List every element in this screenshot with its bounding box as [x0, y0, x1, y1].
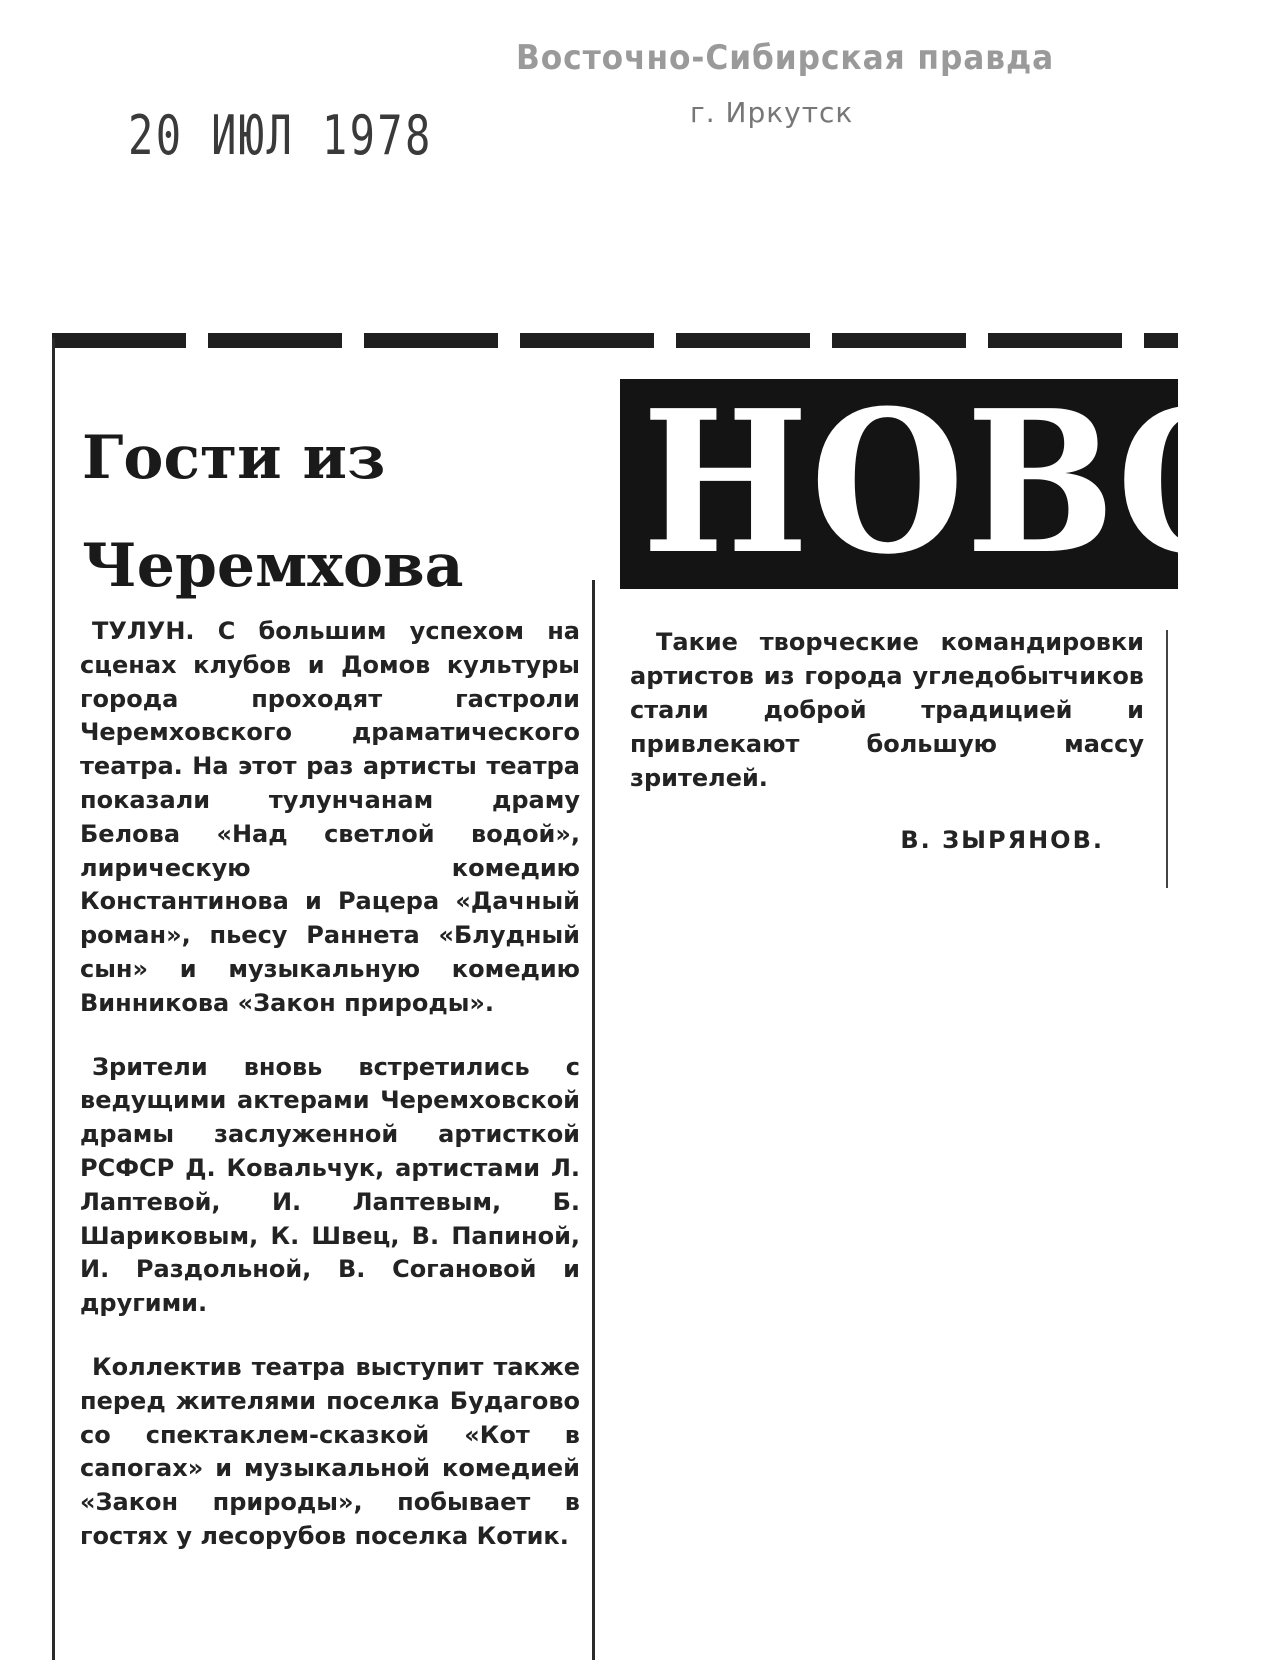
article-paragraph-1: ТУЛУН. С большим успехом на сценах клубов и Домов культуры города проходят гастроли Черемховского драматического театра. На этот раз артисты театра показали тулунчанам драму Белова «Над светлой водой», лирическую комедию Константинова и Рацера «Дачный роман», пьесу Раннета «Блудный сын» и музыкальную комедию Винникова «Закон природы».: [80, 617, 580, 1017]
city-stamp: г. Иркутск: [690, 96, 854, 129]
newspaper-stamp: Восточно-Сибирская правда: [516, 38, 1055, 78]
article-left-column: [80, 615, 580, 1584]
article-right-column: [630, 625, 1144, 857]
dashed-rule: [52, 333, 1178, 348]
article-headline: [82, 404, 582, 620]
article-paragraph-2: Зрители вновь встретились с ведущими актерами Черемховской драмы заслуженной артисткой РСФСР Д. Ковальчук, артистами Л. Лаптевой, И. Лаптевым, Б. Шариковым, К. Швец, В. Папиной, И. Раздольной, В. Согановой и другими.: [80, 1052, 580, 1318]
right-column-rule: [1166, 630, 1168, 888]
headline-line-1: Гости из: [82, 423, 386, 493]
article-byline: В. ЗЫРЯНОВ.: [900, 826, 1104, 854]
article-paragraph-3: Коллектив театра выступит также перед жителями поселка Будагово со спектаклем-сказкой «Кот в сапогах» и музыкальной комедией «Закон природы», побывает в гостях у лесорубов поселка Котик.: [80, 1352, 580, 1550]
middle-column-rule: [592, 580, 595, 1660]
headline-line-2: Черемхова: [82, 531, 464, 601]
banner-text: НОВО: [642, 368, 1272, 598]
left-column-rule: [52, 338, 55, 1660]
news-banner: [620, 368, 1272, 598]
date-stamp: 20 ИЮЛ 1978: [128, 104, 433, 167]
article-paragraph-4: Такие творческие командировки артистов из города угледобытчиков стали доброй традицией и привлекают большую массу зрителей.: [630, 628, 1144, 792]
